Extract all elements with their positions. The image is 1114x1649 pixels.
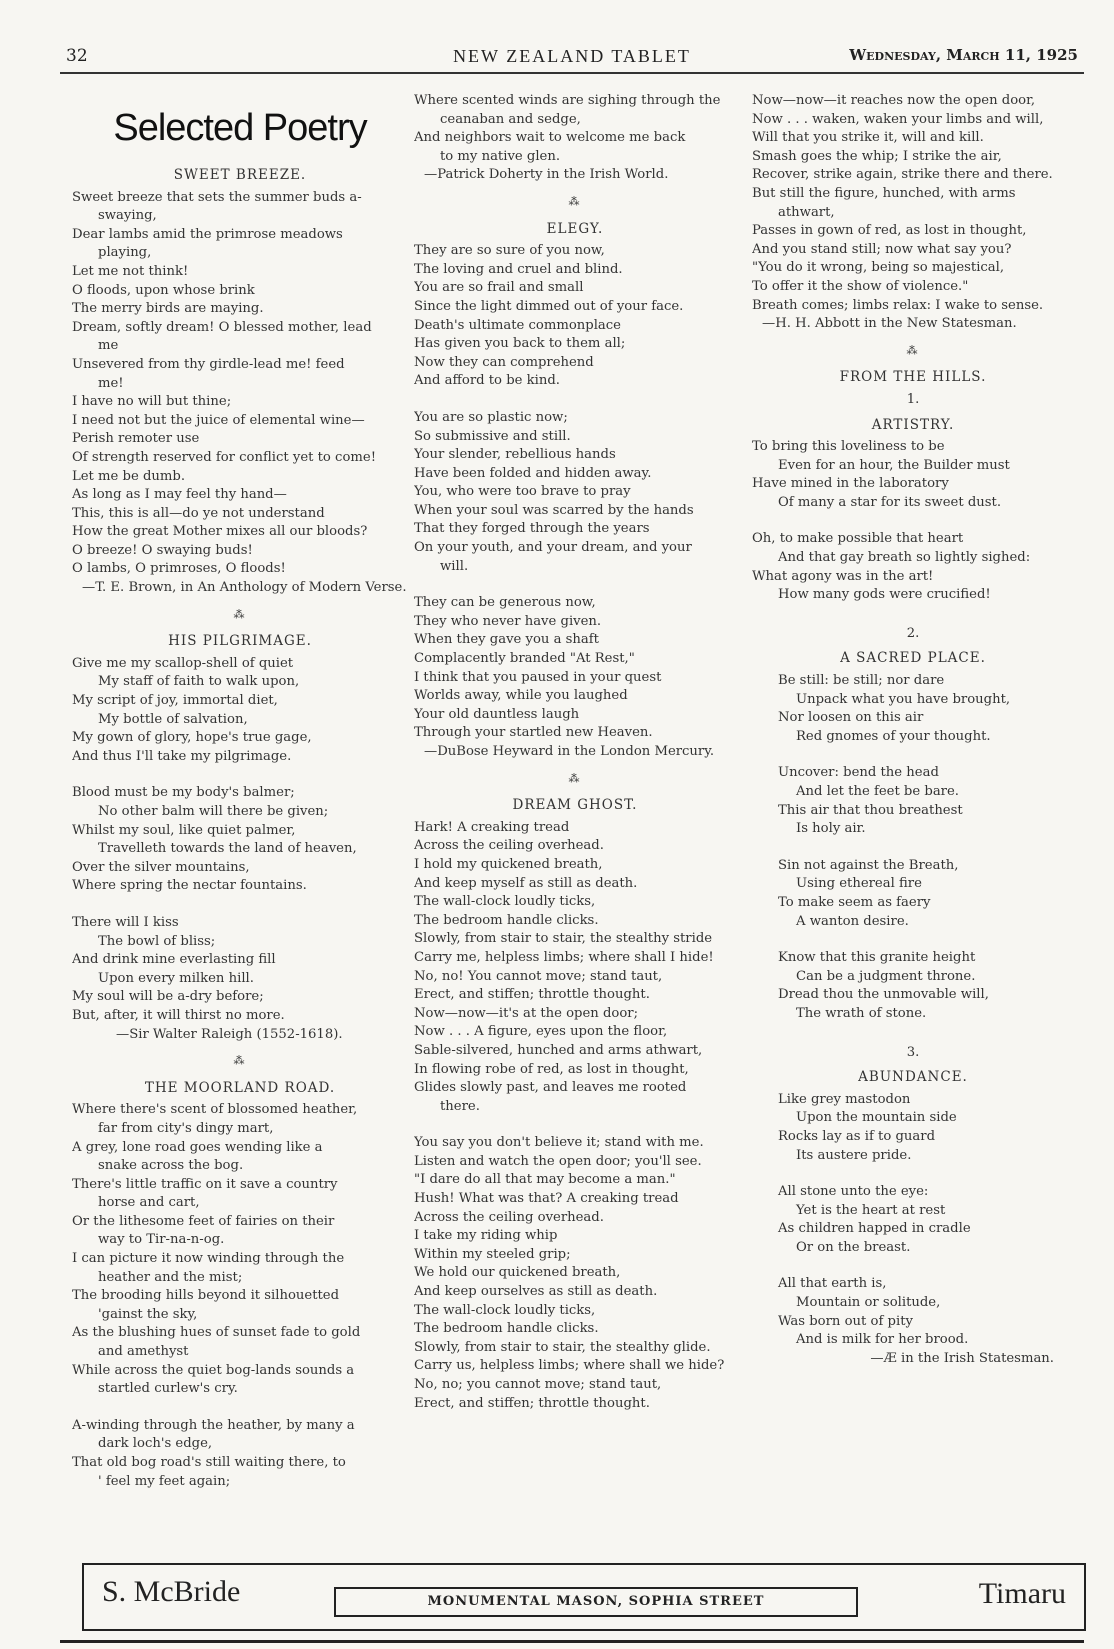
- poem-line: dark loch's edge,: [98, 1436, 213, 1452]
- poem-line: The merry birds are maying.: [72, 301, 264, 317]
- poem-line: Oh, to make possible that heart: [752, 531, 964, 547]
- section-separator: ⁂: [568, 771, 582, 785]
- poem-line: You say you don't believe it; stand with me.: [414, 1135, 704, 1151]
- poem-line: This air that thou breathest: [778, 802, 963, 818]
- poem-line: And keep ourselves as still as death.: [414, 1284, 658, 1300]
- poem-line: me: [98, 338, 119, 354]
- poem-line: Blood must be my body's balmer;: [72, 785, 295, 801]
- poem-line: Your old dauntless laugh: [414, 706, 580, 722]
- poem-line: There's little traffic on it save a country: [72, 1176, 338, 1192]
- poem-line: [752, 931, 1074, 949]
- poem-line: The bedroom handle clicks.: [414, 1321, 599, 1337]
- poem-line: While across the quiet bog-lands sounds a: [72, 1362, 355, 1378]
- poem-line: Upon the mountain side: [796, 1110, 957, 1126]
- poem-line: Red gnomes of your thought.: [796, 728, 991, 744]
- poem-line: No other balm will there be given;: [98, 804, 329, 819]
- poem-line: My gown of glory, hope's true gage,: [72, 730, 312, 746]
- poem-body: [752, 92, 1074, 315]
- poem-line: horse and cart,: [98, 1195, 200, 1211]
- poem-title: SWEET BREEZE.: [173, 167, 307, 183]
- poem-line: [414, 1116, 736, 1134]
- poem-body: [72, 655, 408, 1026]
- poem-line: That they forged through the years: [414, 521, 650, 537]
- poem-line: And is milk for her brood.: [796, 1332, 969, 1348]
- poem-line: Recover, strike again, strike there and there.: [752, 167, 1053, 183]
- section-separator: ⁂: [233, 607, 247, 621]
- section-separator: ⁂: [233, 1054, 247, 1068]
- footer-rule: [60, 1640, 1084, 1643]
- poem-line: They who never have given.: [414, 613, 602, 629]
- poem-line: We hold our quickened breath,: [414, 1265, 621, 1281]
- poem-line: The wall-clock loudly ticks,: [414, 1302, 596, 1318]
- poem-line: Death's ultimate commonplace: [414, 317, 621, 333]
- poem-line: [752, 746, 1074, 764]
- poem-line: Complacently branded "At Rest,": [414, 651, 635, 667]
- poem-line: Passes in gown of red, as lost in thought,: [752, 223, 1027, 239]
- poem-line: "You do it wrong, being so majestical,: [752, 260, 1005, 276]
- poem-line: Across the ceiling overhead.: [414, 1209, 604, 1225]
- poem-line: Is holy air.: [796, 821, 866, 837]
- poem-line: Where there's scent of blossomed heather,: [72, 1102, 358, 1118]
- poem-line: Its austere pride.: [796, 1147, 912, 1163]
- poem-line: No, no; you cannot move; stand taut,: [414, 1377, 662, 1392]
- poem-line: [414, 576, 736, 594]
- poem-line: Smash goes the whip; I strike the air,: [752, 148, 1002, 164]
- poem-line: Of many a star for its sweet dust.: [778, 494, 1002, 510]
- poem-line: [752, 1257, 1074, 1275]
- poem-line: Yet is the heart at rest: [796, 1202, 946, 1218]
- poem-line: ceanaban and sedge,: [440, 111, 581, 127]
- poem-line: And let the feet be bare.: [796, 784, 959, 799]
- poem-line: Erect, and stiffen; throttle thought.: [414, 1395, 650, 1411]
- poem-line: Now . . . waken, waken your limbs and will,: [752, 111, 1044, 127]
- advertiser-trade: MONUMENTAL MASON, SOPHIA STREET: [334, 1587, 858, 1617]
- poem-line: Know that this granite height: [778, 950, 976, 966]
- poem-line: Mountain or solitude,: [796, 1295, 941, 1311]
- poem-line: 'gainst the sky,: [98, 1306, 198, 1322]
- poem-title: FROM THE HILLS.: [839, 369, 987, 386]
- poem-line: That old bog road's still waiting there, to: [72, 1455, 346, 1470]
- section-separator: ⁂: [568, 194, 582, 208]
- poem-line: Dear lambs amid the primrose meadows: [72, 226, 343, 242]
- poem-line: Be still: be still; nor dare: [778, 673, 945, 689]
- poem-subtitle: ABUNDANCE.: [858, 1069, 968, 1086]
- poem-line: In flowing robe of red, as lost in thought,: [414, 1061, 689, 1077]
- advertiser-name: S. McBride: [102, 1575, 241, 1608]
- poem-line: And afford to be kind.: [414, 373, 560, 389]
- poem-line: Slowly, from stair to stair, the stealthy glide.: [414, 1339, 711, 1355]
- poem-line: startled curlew's cry.: [98, 1381, 238, 1397]
- advertisement-box: [82, 1563, 1086, 1631]
- poem-line: Now . . . A figure, eyes upon the floor,: [414, 1024, 668, 1040]
- poem-part-number: 3.: [906, 1044, 920, 1060]
- poem-line: Carry me, helpless limbs; where shall I hide!: [414, 949, 714, 965]
- poem-line: But still the figure, hunched, with arms: [752, 185, 1016, 201]
- poem-line: Let me be dumb.: [72, 468, 186, 484]
- poem-line: To make seem as faery: [778, 894, 931, 910]
- poem-line: Worlds away, while you laughed: [414, 688, 628, 704]
- poem-line: Dream, softly dream! O blessed mother, lead: [72, 319, 372, 335]
- poem-line: And thus I'll take my pilgrimage.: [72, 748, 292, 764]
- poem-line: Since the light dimmed out of your face.: [414, 298, 684, 314]
- poem-line: way to Tir-na-n-og.: [98, 1232, 225, 1248]
- poem-line: What agony was in the art!: [752, 568, 934, 584]
- poem-line: Hark! A creaking tread: [414, 819, 570, 835]
- poem-line: And that gay breath so lightly sighed:: [778, 550, 1031, 566]
- poem-line: Or the lithesome feet of fairies on their: [72, 1213, 335, 1229]
- poem-line: [72, 896, 408, 914]
- poem-line: The brooding hills beyond it silhouetted: [72, 1288, 340, 1304]
- poem-body: [414, 819, 736, 1413]
- header-rule: [60, 72, 1084, 74]
- poem-line: They are so sure of you now,: [414, 243, 605, 259]
- poem-line: How many gods were crucified!: [778, 587, 991, 603]
- poem-line: Whilst my soul, like quiet palmer,: [72, 822, 296, 838]
- poem-line: O lambs, O primroses, O floods!: [72, 561, 286, 577]
- poem-line: snake across the bog.: [98, 1158, 244, 1174]
- poem-line: Can be a judgment throne.: [796, 968, 976, 984]
- poem-line: I can picture it now winding through the: [72, 1251, 345, 1267]
- poem-line: Uncover: bend the head: [778, 765, 939, 781]
- poem-line: Using ethereal fire: [796, 876, 922, 892]
- poem-line: And you stand still; now what say you?: [752, 241, 1012, 257]
- poem-line: So submissive and still.: [414, 428, 571, 444]
- poem-line: Sable-silvered, hunched and arms athwart,: [414, 1042, 703, 1058]
- publication-title: NEW ZEALAND TABLET: [453, 46, 691, 66]
- poem-line: Like grey mastodon: [778, 1091, 911, 1107]
- poem-line: me!: [98, 375, 124, 391]
- poem-line: Where spring the nectar fountains.: [72, 878, 307, 894]
- issue-date: Wednesday, March 11, 1925: [849, 46, 1078, 64]
- poem-body: [72, 189, 408, 579]
- poem-line: The bedroom handle clicks.: [414, 912, 599, 928]
- poem-line: [752, 839, 1074, 857]
- poem-line: You, who were too brave to pray: [414, 484, 631, 500]
- poem-line: I take my riding whip: [414, 1228, 558, 1244]
- poem-line: To bring this loveliness to be: [752, 439, 945, 455]
- poem-line: Now they can comprehend: [414, 354, 594, 370]
- poem-line: A-winding through the heather, by many a: [72, 1417, 355, 1433]
- poem-subtitle: ARTISTRY.: [871, 416, 955, 433]
- poem-line: Dread thou the unmovable will,: [778, 987, 989, 1003]
- poem-line: My bottle of salvation,: [98, 711, 248, 727]
- column-2: [414, 92, 736, 1413]
- poem-line: Hush! What was that? A creaking tread: [414, 1191, 679, 1207]
- poem-line: Through your startled new Heaven.: [414, 725, 653, 741]
- poem-title: THE MOORLAND ROAD.: [144, 1079, 336, 1096]
- poem-line: Listen and watch the open door; you'll see.: [414, 1153, 702, 1169]
- poem-line: Will that you strike it, will and kill.: [752, 130, 984, 146]
- poem-line: Travelleth towards the land of heaven,: [98, 841, 357, 857]
- poem-line: Perish remoter use: [72, 431, 200, 447]
- poem-line: Let me not think!: [72, 263, 189, 279]
- poem-line: [414, 391, 736, 409]
- poem-part-number: 2.: [906, 625, 920, 641]
- poem-line: Was born out of pity: [778, 1313, 913, 1329]
- poem-credit: —Æ in the Irish Statesman.: [870, 1350, 1054, 1366]
- poem-line: athwart,: [778, 204, 835, 220]
- poem-line: Of strength reserved for conflict yet to come!: [72, 449, 376, 465]
- poem-body: [72, 1101, 408, 1491]
- poem-line: O floods, upon whose brink: [72, 282, 255, 298]
- poem-subtitle: A SACRED PLACE.: [840, 650, 986, 667]
- poem-line: There will I kiss: [72, 914, 179, 930]
- page-header: [60, 40, 1084, 70]
- poem-line: swaying,: [98, 208, 157, 224]
- poem-line: But, after, it will thirst no more.: [72, 1007, 285, 1023]
- poem-line: A wanton desire.: [796, 913, 909, 929]
- poem-line: Has given you back to them all;: [414, 336, 626, 352]
- poem-line: Where scented winds are sighing through the: [414, 93, 721, 108]
- poem-line: ' feel my feet again;: [98, 1473, 231, 1489]
- advertiser-town: Timaru: [978, 1577, 1066, 1610]
- poem-line: Now—now—it's at the open door;: [414, 1005, 639, 1021]
- poem-body: [414, 92, 736, 166]
- poem-line: will.: [440, 558, 469, 574]
- poem-title: HIS PILGRIMAGE.: [168, 633, 312, 650]
- poem-line: Over the silver mountains,: [72, 859, 250, 875]
- poem-line: Now—now—it reaches now the open door,: [752, 93, 1036, 108]
- poem-line: "I dare do all that may become a man.": [414, 1172, 676, 1188]
- poem-line: And neighbors wait to welcome me back: [414, 130, 686, 146]
- poem-line: All that earth is,: [778, 1276, 887, 1292]
- poem-line: Erect, and stiffen; throttle thought.: [414, 987, 650, 1003]
- poem-line: Have been folded and hidden away.: [414, 465, 652, 481]
- poem-line: there.: [440, 1098, 480, 1114]
- poem-credit: —Sir Walter Raleigh (1552-1618).: [116, 1026, 343, 1042]
- poem-line: My soul will be a-dry before;: [72, 989, 264, 1005]
- poem-line: As children happed in cradle: [778, 1221, 971, 1237]
- poem-line: My script of joy, immortal diet,: [72, 693, 278, 709]
- poem-body: [752, 438, 1074, 605]
- poem-line: far from city's dingy mart,: [98, 1120, 274, 1136]
- poem-line: No, no! You cannot move; stand taut,: [414, 968, 663, 984]
- poem-line: [72, 766, 408, 784]
- poem-line: When they gave you a shaft: [414, 632, 599, 648]
- poem-line: Sin not against the Breath,: [778, 857, 959, 873]
- poem-credit: —H. H. Abbott in the New Statesman.: [762, 316, 1017, 332]
- section-separator: ⁂: [906, 343, 920, 357]
- poem-line: [752, 512, 1074, 530]
- poem-line: As the blushing hues of sunset fade to gold: [72, 1325, 361, 1341]
- poem-line: I have no will but thine;: [72, 394, 232, 410]
- poem-body: [752, 1091, 1074, 1350]
- poem-line: I hold my quickened breath,: [414, 856, 603, 872]
- poem-title: DREAM GHOST.: [512, 797, 638, 814]
- poem-line: They can be generous now,: [414, 595, 596, 611]
- poem-line: To offer it the show of violence.": [752, 278, 969, 294]
- poem-line: Rocks lay as if to guard: [778, 1128, 936, 1144]
- poem-title: ELEGY.: [546, 220, 604, 237]
- poem-line: I think that you paused in your quest: [414, 669, 662, 685]
- poem-line: A grey, lone road goes wending like a: [72, 1139, 323, 1155]
- poem-line: Across the ceiling overhead.: [414, 838, 604, 854]
- poem-line: Have mined in the laboratory: [752, 476, 949, 492]
- poem-line: O breeze! O swaying buds!: [72, 542, 253, 558]
- poem-body: [414, 242, 736, 743]
- poem-line: Unpack what you have brought,: [796, 691, 1011, 707]
- poem-line: playing,: [98, 245, 152, 261]
- poem-line: All stone unto the eye:: [778, 1184, 929, 1200]
- poem-line: Your slender, rebellious hands: [414, 447, 616, 463]
- poem-line: How the great Mother mixes all our bloods?: [72, 524, 368, 540]
- poem-part-number: 1.: [906, 391, 920, 407]
- poem-credit: —Patrick Doherty in the Irish World.: [424, 167, 669, 183]
- poem-line: When your soul was scarred by the hands: [414, 502, 694, 518]
- section-title: Selected Poetry: [113, 107, 367, 149]
- poem-body: [752, 672, 1074, 1024]
- poem-line: Upon every milken hill.: [98, 970, 254, 986]
- poem-line: I need not but the juice of elemental wine—: [72, 412, 365, 428]
- poem-credit: —T. E. Brown, in An Anthology of Modern Verse.: [82, 580, 407, 596]
- poem-line: My staff of faith to walk upon,: [98, 674, 300, 690]
- poem-line: Slowly, from stair to stair, the stealthy stride: [414, 931, 713, 947]
- poem-line: And drink mine everlasting fill: [72, 952, 276, 968]
- poem-line: Within my steeled grip;: [414, 1246, 571, 1262]
- poem-line: Or on the breast.: [796, 1239, 911, 1255]
- poem-line: The bowl of bliss;: [98, 933, 216, 949]
- poem-line: And keep myself as still as death.: [414, 875, 638, 891]
- poem-line: [752, 1165, 1074, 1183]
- poem-line: The wrath of stone.: [796, 1005, 927, 1021]
- poem-line: Breath comes; limbs relax: I wake to sense.: [752, 297, 1044, 313]
- poem-line: Glides slowly past, and leaves me rooted: [414, 1080, 687, 1096]
- poem-line: On your youth, and your dream, and your: [414, 540, 692, 556]
- poem-line: The loving and cruel and blind.: [414, 261, 623, 277]
- poem-line: Nor loosen on this air: [778, 710, 924, 726]
- poem-line: Give me my scallop-shell of quiet: [72, 655, 294, 671]
- page-number: 32: [66, 46, 88, 66]
- poem-line: This, this is all—do ye not understand: [72, 505, 325, 521]
- poem-line: Carry us, helpless limbs; where shall we hide?: [414, 1358, 725, 1374]
- poem-line: [72, 1399, 408, 1417]
- poem-line: Even for an hour, the Builder must: [778, 457, 1010, 473]
- poem-line: heather and the mist;: [98, 1269, 243, 1285]
- poem-line: to my native glen.: [440, 148, 561, 164]
- column-3: [752, 92, 1074, 1368]
- poem-credit: —DuBose Heyward in the London Mercury.: [424, 744, 715, 759]
- poem-line: Sweet breeze that sets the summer buds a-: [72, 189, 362, 205]
- poem-line: Unsevered from thy girdle-lead me! feed: [72, 356, 345, 372]
- poem-line: and amethyst: [98, 1344, 189, 1360]
- column-1: [72, 92, 408, 1491]
- poem-line: The wall-clock loudly ticks,: [414, 894, 596, 910]
- poem-line: As long as I may feel thy hand—: [72, 487, 287, 503]
- poem-line: You are so frail and small: [414, 280, 584, 296]
- poem-line: You are so plastic now;: [414, 409, 568, 425]
